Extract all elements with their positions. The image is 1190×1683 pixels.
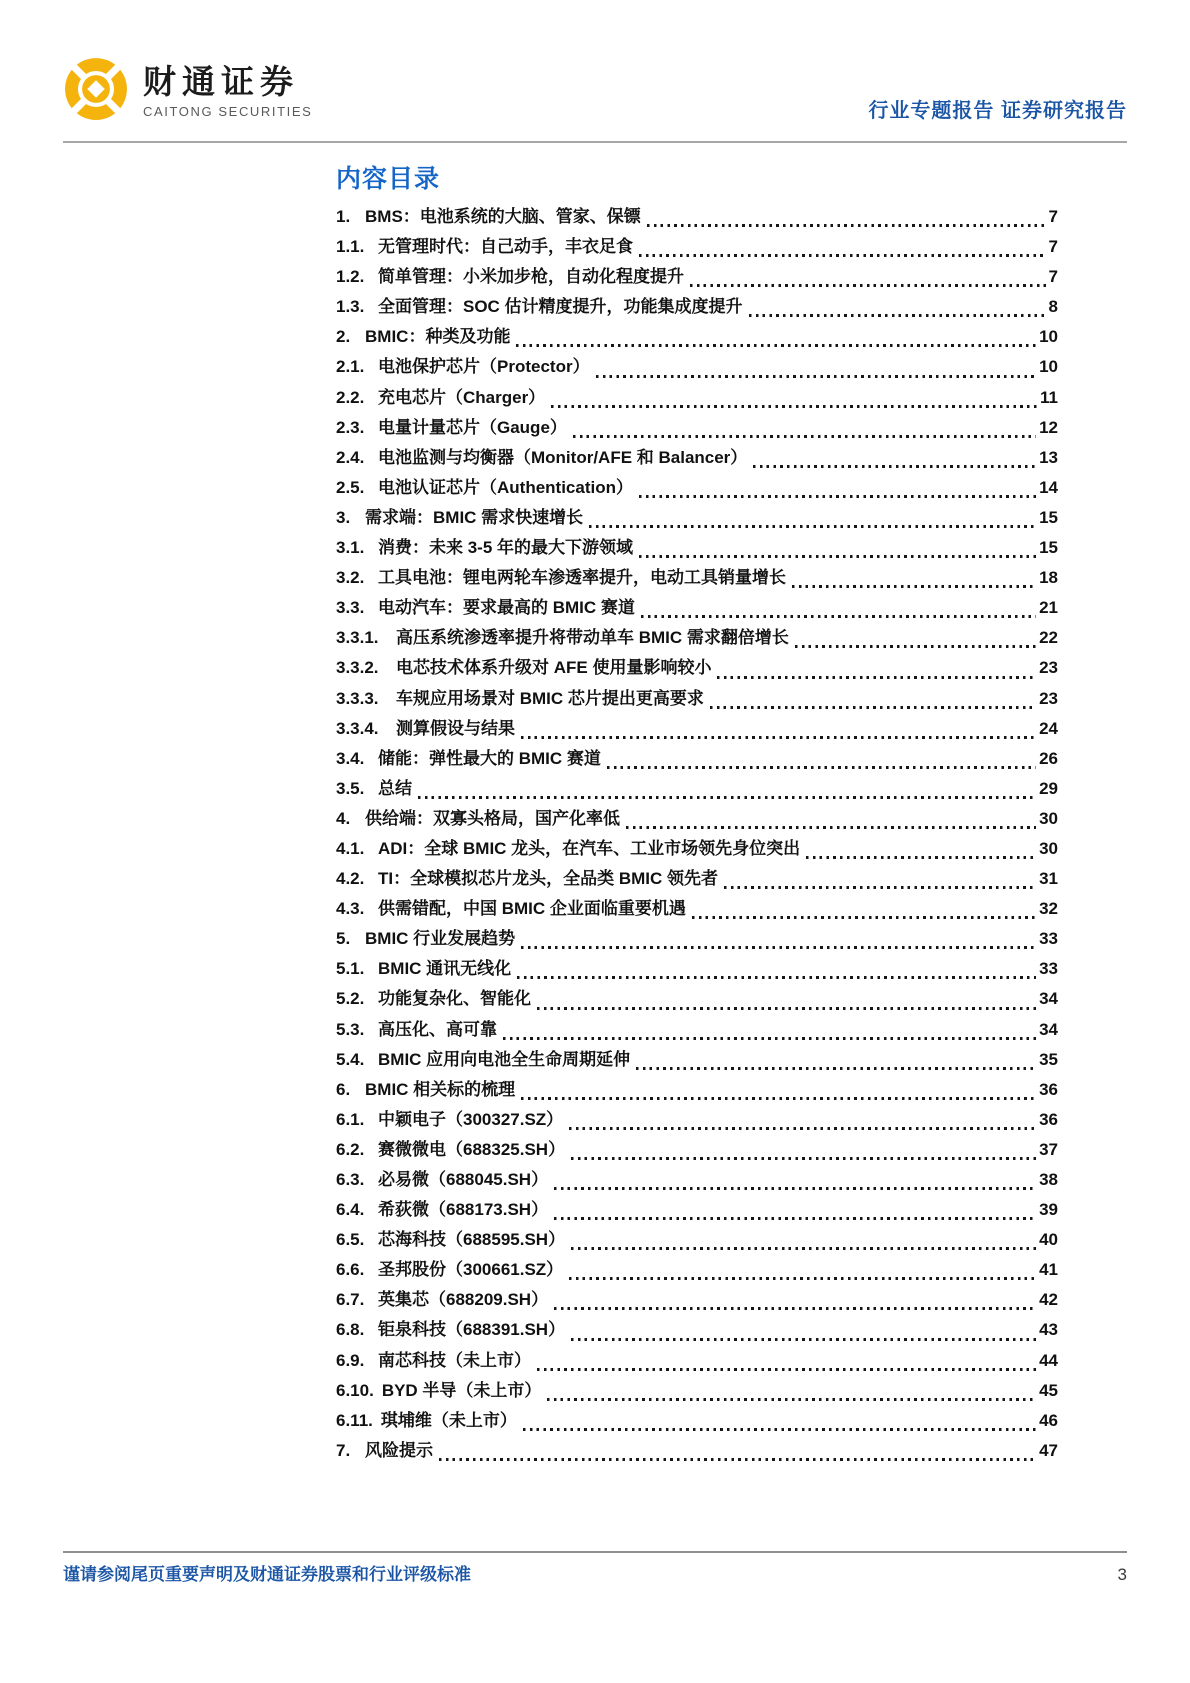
footer-page-number: 3: [1117, 1565, 1127, 1584]
toc-dot-leader: [639, 254, 1046, 257]
toc-entry-label: 钜泉科技（688391.SH）: [378, 1320, 566, 1340]
toc-entry-label: 消费：未来 3-5 年的最大下游领域: [378, 538, 634, 558]
toc-entry[interactable]: [336, 383, 1058, 413]
header-divider: [63, 141, 1127, 143]
brand-name-en: CAITONG SECURITIES: [143, 103, 313, 119]
toc-dot-leader: [571, 1338, 1036, 1341]
toc-entry-label: 电池监测与均衡器（Monitor/AFE 和 Balancer）: [378, 447, 748, 467]
toc-page-number: 33: [1039, 929, 1058, 949]
toc-dot-leader: [626, 826, 1036, 829]
toc-entry[interactable]: [336, 1195, 1058, 1225]
toc-entry[interactable]: [336, 834, 1058, 864]
toc-dot-leader: [554, 1217, 1036, 1220]
toc-entry-number: 3.2.: [336, 568, 365, 588]
toc-entry-label: BYD 半导（未上市）: [381, 1380, 542, 1400]
toc-dot-leader: [749, 314, 1046, 317]
toc-dot-leader: [753, 465, 1036, 468]
toc-page-number: 15: [1039, 538, 1058, 558]
toc-entry[interactable]: [336, 684, 1058, 714]
toc-entry[interactable]: [336, 232, 1058, 262]
toc-entry[interactable]: [336, 1346, 1058, 1376]
toc-page-number: 37: [1039, 1139, 1058, 1159]
toc-entry[interactable]: [336, 623, 1058, 653]
toc-page-number: 43: [1039, 1320, 1058, 1340]
toc-entry-label: 无管理时代：自己动手，丰衣足食: [378, 237, 633, 257]
toc-page-number: 33: [1039, 959, 1058, 979]
toc-entry[interactable]: [336, 1225, 1058, 1255]
toc-entry[interactable]: [336, 954, 1058, 984]
toc-page-number: 23: [1039, 688, 1058, 708]
toc-entry-number: 5.3.: [336, 1019, 365, 1039]
toc-entry-number: 6.8.: [336, 1320, 365, 1340]
toc-dot-leader: [569, 1127, 1036, 1130]
toc-entry-number: 6.1.: [336, 1109, 365, 1129]
toc-entry-number: 5.: [336, 929, 351, 949]
toc-entry-label: 风险提示: [365, 1440, 433, 1460]
toc-entry-label: 圣邦股份（300661.SZ）: [378, 1260, 564, 1280]
toc-page-number: 40: [1039, 1230, 1058, 1250]
toc-entry-label: 供给端：双寡头格局，国产化率低: [365, 808, 620, 828]
toc-entry[interactable]: [336, 924, 1058, 954]
toc-page-number: 22: [1039, 628, 1058, 648]
toc-page-number: 24: [1039, 718, 1058, 738]
toc-entry[interactable]: [336, 1436, 1058, 1466]
toc-entry[interactable]: [336, 503, 1058, 533]
toc-entry-label: TI：全球模拟芯片龙头，全品类 BMIC 领先者: [378, 869, 718, 889]
toc-entry[interactable]: [336, 1315, 1058, 1345]
toc-page-number: 29: [1039, 778, 1058, 798]
toc-page-number: 38: [1039, 1170, 1058, 1189]
toc-entry-label: 电芯技术体系升级对 AFE 使用量影响较小: [396, 658, 712, 678]
toc-entry[interactable]: [336, 984, 1058, 1014]
toc-dot-leader: [607, 766, 1036, 769]
toc-entry-label: 中颖电子（300327.SZ）: [378, 1109, 564, 1129]
page-footer: [63, 1560, 1127, 1585]
toc-entry-number: 6.10.: [336, 1380, 374, 1400]
toc-entry[interactable]: [336, 894, 1058, 924]
toc-dot-leader: [521, 946, 1036, 949]
toc-entry-number: 3.: [336, 507, 351, 527]
toc-entry-number: 4.3.: [336, 899, 365, 919]
toc-entry-label: BMIC 应用向电池全生命周期延伸: [378, 1049, 631, 1069]
toc-page-number: 23: [1039, 658, 1058, 678]
toc-entry[interactable]: [336, 262, 1058, 292]
toc-entry-number: 4.: [336, 808, 351, 828]
toc-entry-number: 1.3.: [336, 297, 365, 317]
toc-dot-leader: [795, 645, 1036, 648]
toc-title: 内容目录: [336, 165, 441, 193]
toc-dot-leader: [439, 1458, 1036, 1461]
toc-page-number: 41: [1039, 1260, 1058, 1280]
toc-entry[interactable]: [336, 593, 1058, 623]
toc-entry-label: 功能复杂化、智能化: [378, 989, 531, 1009]
toc-entry-label: 简单管理：小米加步枪，自动化程度提升: [378, 267, 684, 287]
toc-page-number: 14: [1039, 477, 1058, 497]
toc-entry-label: 琪埔维（未上市）: [380, 1410, 517, 1430]
toc-dot-leader: [692, 916, 1036, 919]
toc-entry-label: 充电芯片（Charger）: [378, 387, 546, 407]
toc-entry-label: 英集芯（688209.SH）: [378, 1290, 549, 1310]
toc-entry-number: 1.: [336, 207, 351, 226]
toc-dot-leader: [647, 224, 1046, 227]
toc-entry-number: 2.2.: [336, 387, 365, 407]
toc-dot-leader: [589, 525, 1036, 528]
toc-dot-leader: [806, 856, 1036, 859]
toc-entry-label: 全面管理：SOC 估计精度提升，功能集成度提升: [378, 297, 743, 317]
toc-entry-number: 6.3.: [336, 1170, 365, 1189]
toc-dot-leader: [690, 284, 1046, 287]
toc-dot-leader: [551, 405, 1037, 408]
toc-entry-label: 高压化、高可靠: [378, 1019, 497, 1039]
toc-page-number: 42: [1039, 1290, 1058, 1310]
toc-page-number: 31: [1039, 869, 1058, 889]
toc-dot-leader: [517, 976, 1036, 979]
toc-entry-number: 6.2.: [336, 1139, 365, 1159]
toc-entry[interactable]: [336, 1406, 1058, 1436]
toc-page-number: 7: [1048, 237, 1058, 257]
toc-entry[interactable]: [336, 1376, 1058, 1406]
report-type-label: 行业专题报告 证券研究报告: [868, 100, 1127, 122]
toc-entry[interactable]: [336, 774, 1058, 804]
toc-entry[interactable]: [336, 1135, 1058, 1165]
toc-entry-label: BMIC 相关标的梳理: [365, 1079, 516, 1099]
toc-entry-number: 3.3.: [336, 598, 365, 618]
toc-page-number: 13: [1039, 447, 1058, 467]
toc-entry[interactable]: [336, 714, 1058, 744]
toc-dot-leader: [521, 1097, 1036, 1100]
toc-entry[interactable]: [336, 804, 1058, 834]
toc-entry[interactable]: [336, 1075, 1058, 1105]
toc-entry-number: 5.2.: [336, 989, 365, 1009]
toc-entry-number: 3.4.: [336, 748, 365, 768]
toc-entry-label: 工具电池：锂电两轮车渗透率提升，电动工具销量增长: [378, 568, 786, 588]
toc-entry-label: 测算假设与结果: [396, 718, 515, 738]
toc-entry-label: 电动汽车：要求最高的 BMIC 赛道: [378, 598, 635, 618]
toc-entry-label: 供需错配，中国 BMIC 企业面临重要机遇: [378, 899, 686, 919]
toc-page-number: 44: [1039, 1350, 1058, 1370]
toc-entry-label: 赛微微电（688325.SH）: [378, 1139, 566, 1159]
toc-entry-label: 希荻微（688173.SH）: [378, 1200, 549, 1220]
toc-page-number: 15: [1039, 507, 1058, 527]
toc-entry-number: 5.4.: [336, 1049, 365, 1069]
toc-entry[interactable]: [336, 473, 1058, 503]
toc-entry-number: 3.3.3.: [336, 688, 379, 708]
toc-entry-number: 3.1.: [336, 538, 365, 558]
toc-dot-leader: [639, 555, 1036, 558]
footer-divider: [63, 1551, 1127, 1553]
toc-dot-leader: [724, 886, 1036, 889]
toc-page-number: 36: [1039, 1079, 1058, 1099]
toc-entry-number: 2.4.: [336, 447, 365, 467]
toc-entry-number: 6.5.: [336, 1230, 365, 1250]
toc-entry[interactable]: [336, 322, 1058, 352]
toc-dot-leader: [523, 1428, 1036, 1431]
toc-entry[interactable]: [336, 352, 1058, 382]
toc-entry[interactable]: [336, 744, 1058, 774]
toc-dot-leader: [547, 1398, 1036, 1401]
toc-entry-label: 电池认证芯片（Authentication）: [378, 477, 633, 497]
toc-entry[interactable]: [336, 653, 1058, 683]
toc-entry-label: 芯海科技（688595.SH）: [378, 1230, 566, 1250]
toc-page-number: 21: [1039, 598, 1058, 618]
toc-entry-number: 6.4.: [336, 1200, 365, 1220]
toc-entry-number: 2.3.: [336, 417, 365, 437]
toc-dot-leader: [571, 1157, 1036, 1160]
toc-dot-leader: [596, 375, 1037, 378]
toc-entry-label: BMIC：种类及功能: [365, 327, 511, 347]
toc-entry[interactable]: [336, 1165, 1058, 1195]
toc-dot-leader: [569, 1277, 1036, 1280]
toc-dot-leader: [554, 1307, 1036, 1310]
brand-logo: [63, 56, 312, 127]
toc-entry-label: 储能：弹性最大的 BMIC 赛道: [378, 748, 601, 768]
toc-entry[interactable]: [336, 443, 1058, 473]
toc-entry-label: 南芯科技（未上市）: [378, 1350, 531, 1370]
toc-entry-label: BMIC 行业发展趋势: [365, 929, 516, 949]
toc-entry[interactable]: [336, 864, 1058, 894]
toc-entry-number: 1.1.: [336, 237, 365, 257]
toc-entry[interactable]: [336, 1045, 1058, 1075]
toc-entry[interactable]: [336, 1105, 1058, 1135]
toc-dot-leader: [717, 676, 1036, 679]
toc-dot-leader: [573, 435, 1036, 438]
toc-page-number: 8: [1048, 297, 1058, 317]
toc-page-number: 26: [1039, 748, 1058, 768]
toc-entry[interactable]: [336, 563, 1058, 593]
toc-page-number: 7: [1048, 267, 1058, 287]
toc-entry[interactable]: [336, 292, 1058, 322]
toc-page-number: 30: [1039, 838, 1058, 858]
toc-entry-number: 3.5.: [336, 778, 365, 798]
toc-dot-leader: [537, 1007, 1036, 1010]
toc-entry[interactable]: [336, 413, 1058, 443]
toc-page-number: 32: [1039, 899, 1058, 919]
toc-entry-label: 电池保护芯片（Protector）: [378, 357, 590, 377]
toc-dot-leader: [503, 1037, 1036, 1040]
toc-page-number: 35: [1039, 1049, 1058, 1069]
toc-entry-number: 6.9.: [336, 1350, 365, 1370]
toc-entry-number: 6.: [336, 1079, 351, 1099]
toc-entry-number: 4.1.: [336, 838, 365, 858]
toc-page-number: 45: [1039, 1380, 1058, 1400]
toc-page-number: 7: [1048, 207, 1058, 226]
toc-page-number: 18: [1039, 568, 1058, 588]
toc-dot-leader: [537, 1368, 1036, 1371]
toc-entry-label: 高压系统渗透率提升将带动单车 BMIC 需求翻倍增长: [396, 628, 789, 648]
toc-entry-number: 6.7.: [336, 1290, 365, 1310]
toc-entry[interactable]: [336, 533, 1058, 563]
toc-entry-label: BMS：电池系统的大脑、管家、保镖: [365, 207, 641, 226]
toc-entry-number: 7.: [336, 1440, 351, 1460]
toc-page-number: 36: [1039, 1109, 1058, 1129]
toc-list: [336, 202, 1058, 1466]
toc-entry-number: 2.1.: [336, 357, 365, 377]
toc-entry-number: 2.5.: [336, 477, 365, 497]
toc-entry-number: 4.2.: [336, 869, 365, 889]
toc-entry-number: 6.11.: [336, 1410, 373, 1430]
toc-page-number: 47: [1039, 1440, 1058, 1460]
toc-dot-leader: [418, 796, 1036, 799]
caitong-coin-logo-icon: [63, 56, 129, 127]
brand-name-cn: 财通证券: [143, 62, 299, 102]
toc-entry-number: 2.: [336, 327, 351, 347]
toc-entry[interactable]: [336, 202, 1058, 232]
toc-page-number: 10: [1039, 357, 1058, 377]
toc-entry[interactable]: [336, 1255, 1058, 1285]
table-of-contents: [336, 159, 1058, 1466]
toc-page-number: 46: [1039, 1410, 1058, 1430]
toc-dot-leader: [710, 706, 1036, 709]
toc-page-number: 34: [1039, 1019, 1058, 1039]
toc-page-number: 30: [1039, 808, 1058, 828]
toc-dot-leader: [516, 344, 1036, 347]
toc-page-number: 34: [1039, 989, 1058, 1009]
toc-dot-leader: [571, 1247, 1036, 1250]
toc-entry-label: 车规应用场景对 BMIC 芯片提出更高要求: [396, 688, 704, 708]
footer-disclaimer: 谨请参阅尾页重要声明及财通证券股票和行业评级标准: [63, 1565, 471, 1584]
toc-entry-label: BMIC 通讯无线化: [378, 959, 512, 979]
toc-entry-label: 电量计量芯片（Gauge）: [378, 417, 567, 437]
toc-page-number: 10: [1039, 327, 1058, 347]
toc-dot-leader: [641, 615, 1036, 618]
toc-entry-number: 6.6.: [336, 1260, 365, 1280]
toc-dot-leader: [636, 1067, 1036, 1070]
toc-entry-label: 总结: [378, 778, 412, 798]
toc-entry-number: 3.3.4.: [336, 718, 379, 738]
toc-entry-number: 3.3.2.: [336, 658, 379, 678]
toc-entry-label: ADI：全球 BMIC 龙头，在汽车、工业市场领先身位突出: [378, 838, 801, 858]
toc-dot-leader: [639, 495, 1036, 498]
toc-dot-leader: [792, 585, 1036, 588]
toc-page-number: 12: [1039, 417, 1058, 437]
toc-dot-leader: [554, 1187, 1036, 1190]
toc-entry[interactable]: [336, 1285, 1058, 1315]
toc-entry-label: 需求端：BMIC 需求快速增长: [365, 507, 584, 527]
page-header: [63, 56, 1127, 127]
toc-entry-number: 1.2.: [336, 267, 365, 287]
toc-entry[interactable]: [336, 1015, 1058, 1045]
toc-entry-label: 必易微（688045.SH）: [378, 1170, 549, 1189]
toc-page-number: 39: [1039, 1200, 1058, 1220]
toc-entry-number: 5.1.: [336, 959, 365, 979]
toc-page-number: 11: [1040, 387, 1058, 407]
toc-entry-number: 3.3.1.: [336, 628, 379, 648]
toc-dot-leader: [521, 736, 1036, 739]
